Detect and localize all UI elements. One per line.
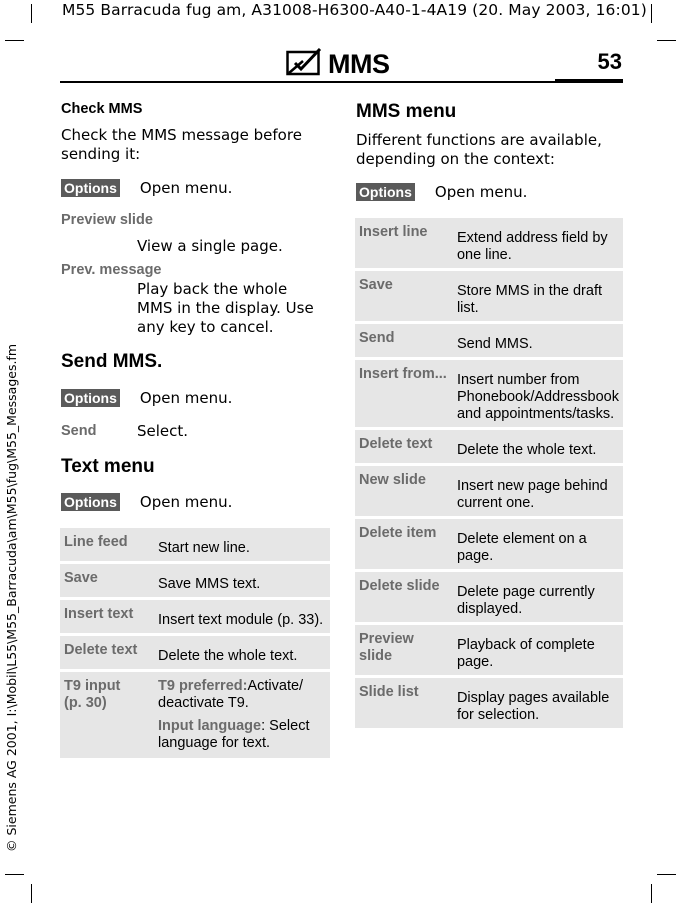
running-head: M55 Barracuda fug am, A31008-H6300-A40-1-4A19 (20. May 2003, 16:01) — [62, 1, 647, 19]
crop-mark — [5, 40, 24, 41]
table-row — [355, 324, 623, 357]
open-menu-text: Open menu. — [434, 183, 528, 201]
table-key: Preview slide — [355, 625, 453, 675]
crop-mark — [31, 4, 32, 23]
table-key — [60, 672, 154, 758]
options-softkey[interactable]: Options — [356, 183, 415, 201]
options-softkey[interactable]: Options — [61, 179, 120, 197]
input-language-desc — [158, 718, 326, 752]
table-key: Delete item — [355, 519, 453, 569]
preview-slide-desc: View a single page. — [137, 237, 283, 255]
table-key: Insert line — [355, 218, 453, 268]
input-language-label: Input language — [158, 718, 262, 734]
table-value: Insert new page behind current one. — [453, 466, 623, 516]
table-key: Insert text — [60, 600, 154, 633]
table-value: Display pages available for selection. — [453, 678, 623, 728]
table-key: Delete slide — [355, 572, 453, 622]
title-text: MMS — [328, 48, 390, 79]
crop-mark — [31, 884, 32, 903]
table-key: Delete text — [60, 636, 154, 669]
crop-mark — [657, 40, 676, 41]
table-value: Delete the whole text. — [453, 430, 623, 463]
prev-message-desc: Play back the whole MMS in the display. Use any key to cancel. — [137, 280, 314, 336]
table-key: Send — [355, 324, 453, 357]
page-title — [286, 46, 390, 82]
options-softkey[interactable]: Options — [61, 493, 120, 511]
table-row — [60, 528, 330, 561]
table-row — [355, 466, 623, 516]
side-copyright: © Siemens AG 2001, I:\Mobil\L55\M55_Barracuda\am\M55\fug\M55_Messages.fm — [4, 343, 19, 852]
options-row — [356, 183, 527, 202]
open-menu-text: Open menu. — [139, 179, 233, 197]
preview-slide-label: Preview slide — [61, 212, 153, 228]
mms-menu-intro: Different functions are available, depending on the context: — [356, 131, 602, 168]
table-row — [60, 600, 330, 633]
crop-mark — [651, 884, 652, 903]
table-value: Playback of complete page. — [453, 625, 623, 675]
table-key: Line feed — [60, 528, 154, 561]
t9-page-ref: (p. 30) — [64, 695, 107, 711]
table-key: Save — [355, 271, 453, 321]
table-key: Delete text — [355, 430, 453, 463]
options-row — [61, 389, 232, 408]
prev-message-label: Prev. message — [61, 262, 162, 278]
table-row — [60, 636, 330, 669]
table-value — [154, 672, 330, 758]
table-value: Delete the whole text. — [154, 636, 330, 669]
table-key: Save — [60, 564, 154, 597]
table-value: Delete element on a page. — [453, 519, 623, 569]
table-value: Insert number from Phonebook/Addressbook and appointments/tasks. — [453, 360, 623, 427]
send-desc: Select. — [137, 422, 189, 440]
text-menu-heading: Text menu — [61, 456, 155, 477]
table-value: Store MMS in the draft list. — [453, 271, 623, 321]
t9-preferred-text: Activate/ deactivate T9. — [158, 678, 304, 711]
table-value: Save MMS text. — [154, 564, 330, 597]
input-language-text: : Select language for text. — [158, 718, 310, 751]
t9-preferred-desc — [158, 678, 326, 712]
mms-menu-table — [355, 215, 623, 731]
table-row — [60, 564, 330, 597]
table-key: Insert from... — [355, 360, 453, 427]
envelope-check-icon — [286, 48, 322, 80]
crop-mark — [5, 874, 24, 875]
mms-menu-heading: MMS menu — [356, 101, 457, 122]
table-row — [355, 360, 623, 427]
table-value: Send MMS. — [453, 324, 623, 357]
t9-preferred-label: T9 preferred: — [158, 678, 248, 694]
options-row — [61, 493, 232, 512]
table-value: Delete page currently displayed. — [453, 572, 623, 622]
options-softkey[interactable]: Options — [61, 389, 120, 407]
crop-mark — [651, 4, 652, 23]
table-key: New slide — [355, 466, 453, 516]
table-row — [355, 271, 623, 321]
header-rule-thick — [555, 79, 623, 82]
table-key: Slide list — [355, 678, 453, 728]
send-mms-heading: Send MMS. — [61, 351, 163, 372]
open-menu-text: Open menu. — [139, 389, 233, 407]
table-value: Extend address field by one line. — [453, 218, 623, 268]
table-row — [355, 625, 623, 675]
check-mms-intro: Check the MMS message before sending it: — [61, 126, 302, 163]
options-row — [61, 179, 232, 198]
table-value: Insert text module (p. 33). — [154, 600, 330, 633]
table-row — [355, 572, 623, 622]
table-row — [355, 519, 623, 569]
header-rule — [60, 81, 623, 83]
send-label: Send — [61, 423, 97, 439]
table-value: Start new line. — [154, 528, 330, 561]
t9-input-label: T9 input — [64, 678, 121, 694]
table-row — [355, 678, 623, 728]
table-row — [355, 430, 623, 463]
text-menu-table — [60, 525, 330, 761]
table-row — [60, 672, 330, 758]
check-mms-heading: Check MMS — [61, 101, 143, 117]
page-number: 53 — [597, 49, 622, 74]
open-menu-text: Open menu. — [139, 493, 233, 511]
table-row — [355, 218, 623, 268]
crop-mark — [657, 874, 676, 875]
